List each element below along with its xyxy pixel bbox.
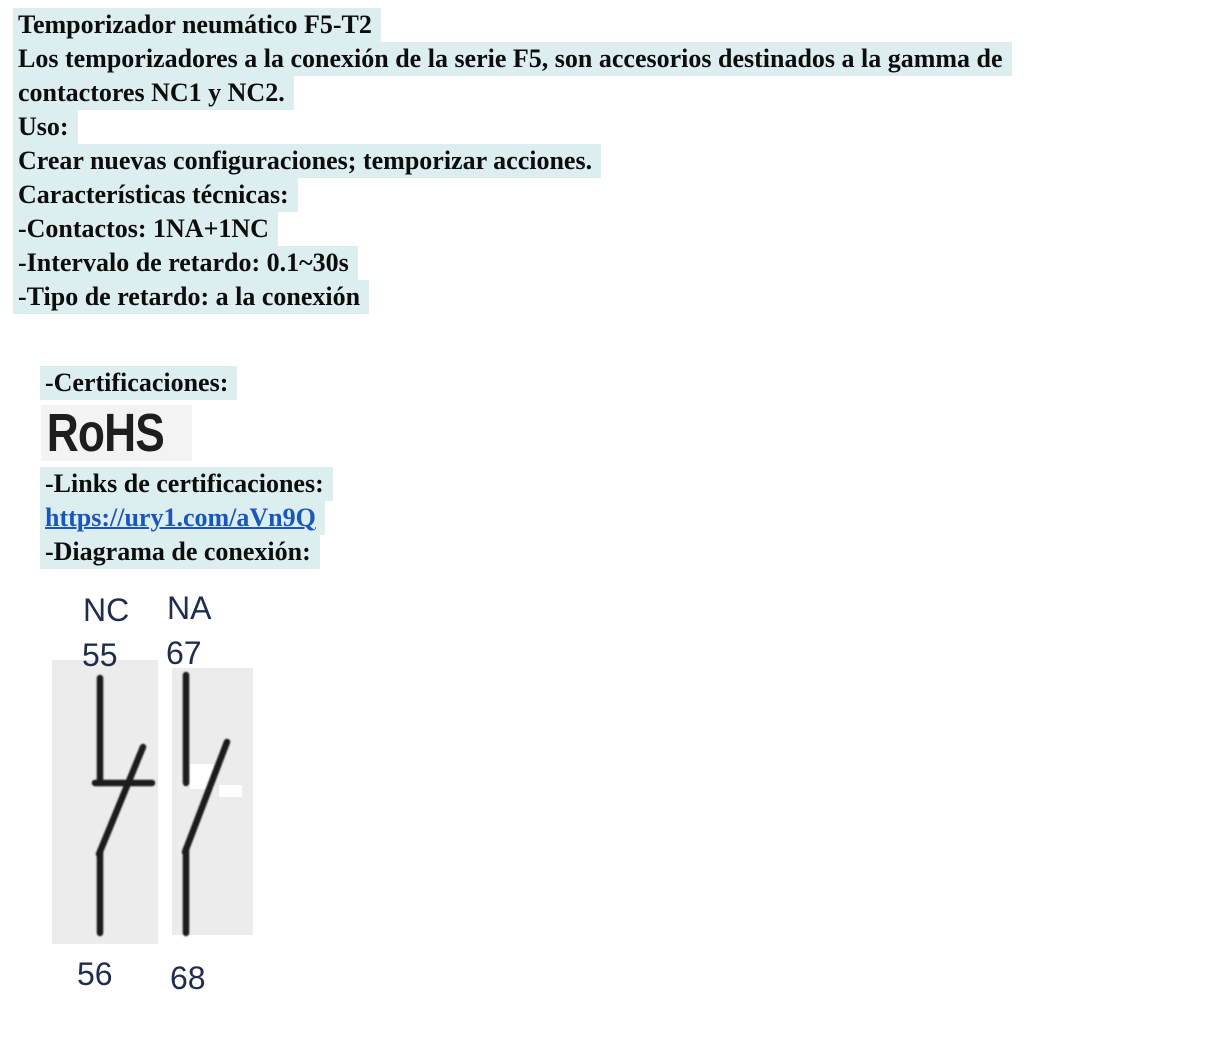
na-top-terminal: 67 <box>166 635 202 671</box>
tech-heading: Características técnicas: <box>13 178 1208 212</box>
spec-delay-type: -Tipo de retardo: a la conexión <box>13 280 1208 314</box>
spec-contacts: -Contactos: 1NA+1NC <box>13 212 1208 246</box>
diagram-heading: -Diagrama de conexión: <box>40 535 1208 569</box>
nc-top-terminal: 55 <box>82 637 118 673</box>
intro-line: contactores NC1 y NC2. <box>13 76 1208 110</box>
connection-diagram <box>0 578 1208 1023</box>
cert-links-heading: -Links de certificaciones: <box>40 467 1208 501</box>
uso-heading: Uso: <box>13 110 1208 144</box>
intro-line: Los temporizadores a la conexión de la serie F5, son accesorios destinados a la gamma de <box>13 42 1208 76</box>
uso-text: Crear nuevas configuraciones; temporizar acciones. <box>13 144 1208 178</box>
scan-artifact <box>219 785 242 797</box>
na-bottom-terminal: 68 <box>170 960 206 996</box>
rohs-logo: RoHS <box>41 405 192 461</box>
certifications-heading: -Certificaciones: <box>40 366 1208 400</box>
nc-bottom-terminal: 56 <box>77 956 113 992</box>
spec-delay-interval: -Intervalo de retardo: 0.1~30s <box>13 246 1208 280</box>
contact-diagram-svg <box>40 578 310 1023</box>
certification-link[interactable]: https://ury1.com/aVn9Q <box>45 503 316 532</box>
nc-column-label: NC <box>83 592 130 628</box>
diagram-panel-left <box>52 660 158 944</box>
product-description <box>13 0 1208 314</box>
na-column-label: NA <box>167 590 212 626</box>
product-title: Temporizador neumático F5-T2 <box>13 8 381 42</box>
certifications-section <box>40 366 1208 569</box>
product-title-line <box>13 8 1208 42</box>
cert-link-line <box>40 501 1208 535</box>
